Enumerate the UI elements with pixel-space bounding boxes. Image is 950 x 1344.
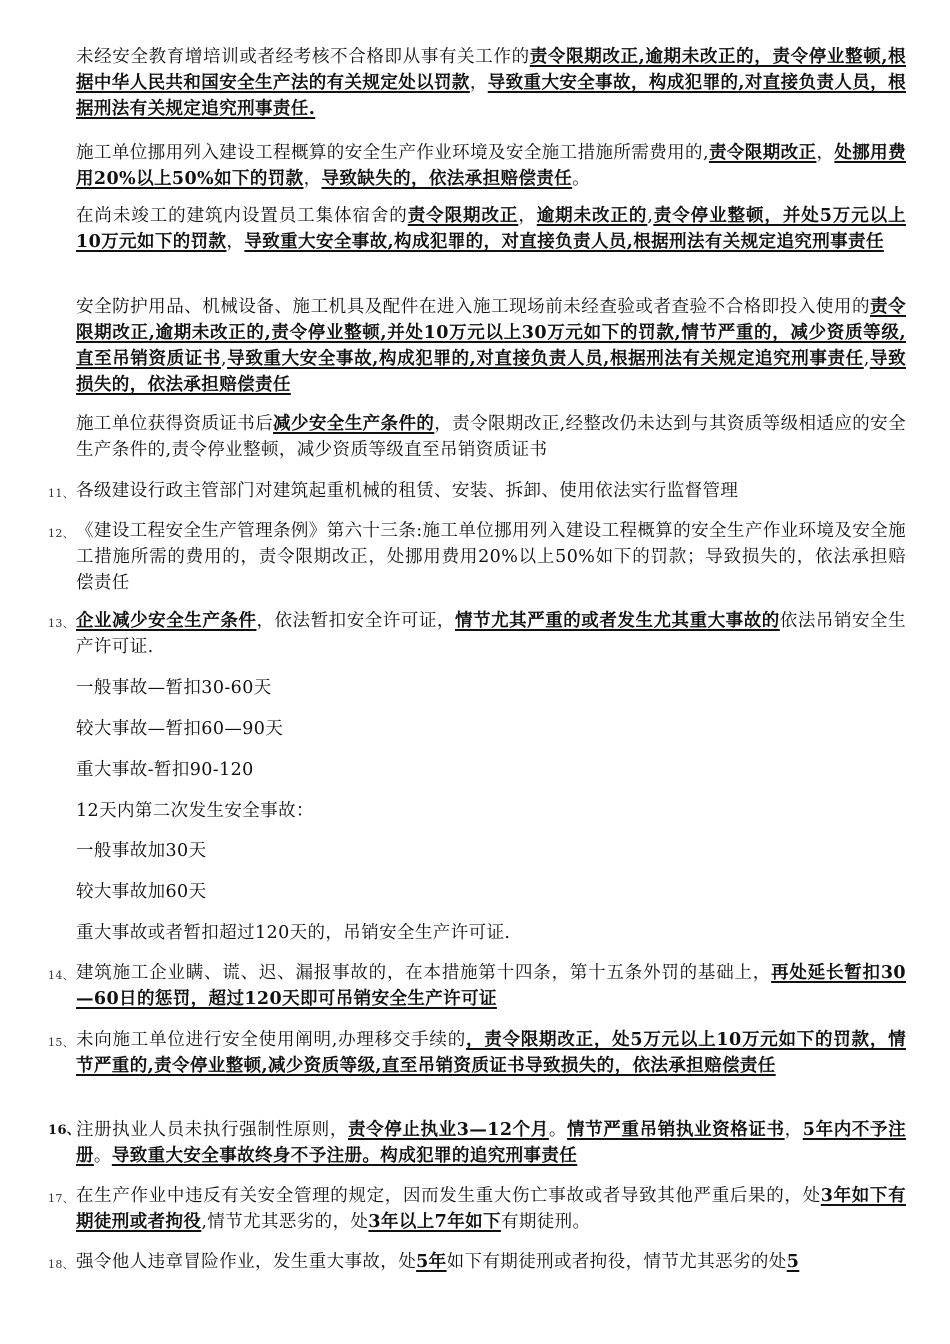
suspension-line: 较大事故—暂扣60—90天 [76,719,284,739]
item-number: 11、 [48,487,75,500]
emphasis-text: 逾期未改正的 [536,206,648,226]
list-item-11 [48,478,906,504]
list-item-17 [48,1183,906,1235]
suspension-line: 重大事故-暂扣90-120 [76,760,254,780]
list-item-15 [48,1027,906,1079]
emphasis-text: 责令限期改正,逾期未改正的,责令停业整顿,并处10万元以上30万元如下的罚款,情节严重的，减少资质等级,直至吊销资质证书 [76,297,906,369]
item-number: 14、 [48,969,75,982]
emphasis-text: 5年内不予注册 [76,1120,906,1166]
emphasis-text: ，责令限期改正，处5万元以上10万元如下的罚款，情节严重的,责令停业整顿,减少资质等级,直至吊销资质证书导致损失的，依法承担赔偿责任 [76,1030,906,1076]
paragraph-equipment-inspection [76,294,906,398]
item-number: 18、 [48,1258,75,1271]
emphasis-text: 导致缺失的，依法承担赔偿责任 [321,169,573,189]
plain-text: 强令他人违章冒险作业，发生重大事故，处 [76,1252,417,1272]
plain-text: 。 [548,1120,568,1140]
plain-text: 。 [572,169,590,189]
emphasis-text: 导致损失的，依法承担赔偿责任 [76,349,906,395]
item-text [76,1249,906,1275]
emphasis-text: 责令限期改正,逾期未改正的，责令停业整顿,根据中华人民共和国安全生产法的有关规定处以罚款 [76,47,907,93]
item-number: 13、 [48,617,75,630]
emphasis-text: 企业减少安全生产条件 [76,611,257,631]
item-text: 《建设工程安全生产管理条例》第六十三条:施工单位挪用列入建设工程概算的安全生产作业环境及安全施工措施所需的费用的，责令限期改正，处挪用费用20%以上50%如下的罚款；导致损失的，依法承担赔偿责任 [76,521,906,593]
plain-text: , [647,206,654,226]
plain-text: ， [816,143,835,163]
emphasis-text: 3年如下有期徒刑或者拘役 [76,1186,906,1232]
plain-text: , [221,349,227,369]
suspension-line: 一般事故—暂扣30-60天 [76,678,272,698]
emphasis-text: 再处延长暂扣30—60日的惩罚，超过120天即可吊销安全生产许可证 [76,963,906,1009]
list-item-13 [48,608,906,660]
plain-text: 未向施工单位进行安全使用阐明,办理移交手续的 [76,1030,466,1050]
item-text [76,1117,906,1169]
plain-text: ，依法暂扣安全许可证， [256,611,455,631]
emphasis-text: 责令停止执业3—12个月 [347,1120,549,1140]
emphasis-text: 责令限期改正 [407,206,519,226]
suspension-line: 重大事故或者暂扣超过120天的，吊销安全生产许可证. [76,923,511,943]
emphasis-text: 3年以上7年如下 [368,1212,501,1232]
plain-text: 在生产作业中违反有关安全管理的规定，因而发生重大伤亡事故或者导致其他严重后果的，处 [76,1186,821,1206]
list-item-16 [48,1117,906,1169]
plain-text: ， [469,73,488,93]
plain-text: 有期徒刑。 [500,1212,591,1232]
plain-text: 安全防护用品、机械设备、施工机具及配件在进入施工现场前未经查验或者查验不合格即投入使用的 [76,297,871,317]
emphasis-text: 导致重大安全事故，构成犯罪的,对直接负责人员，根据刑法有关规定追究刑事责任. [76,73,906,119]
emphasis-text: 导致重大安全事故终身不予注册。构成犯罪的追究刑事责任 [111,1146,578,1166]
plain-text: 注册执业人员未执行强制性原则， [76,1120,348,1140]
plain-text: 。 [93,1146,112,1166]
plain-text: ,情节尤其恶劣的，处 [201,1212,369,1232]
plain-text: ， [518,206,537,226]
plain-text: ， [226,232,245,252]
plain-text: 依法吊销安全生产许可证. [76,611,907,657]
item-text [76,1183,906,1235]
emphasis-text: 处挪用费用20%以上50%如下的罚款 [76,143,906,189]
plain-text: 建筑施工企业瞒、谎、迟、漏报事故的，在本措施第十四条，第十五条外罚的基础上， [76,963,772,983]
item-number: 12、 [48,527,75,540]
paragraph-misappropriated-funds [76,140,906,192]
item-number: 16、 [48,1123,81,1138]
plain-text: 施工单位挪用列入建设工程概算的安全生产作业环境及安全施工措施所需费用的, [76,143,709,163]
plain-text: , [863,349,870,369]
plain-text: 施工单位获得资质证书后 [76,414,274,434]
plain-text: 未经安全教育增培训或者经考核不合格即从事有关工作的 [76,47,530,67]
plain-text: 如下有期徒刑或者拘役，情节尤其恶劣的处 [446,1252,787,1272]
emphasis-text: 导致重大安全事故,构成犯罪的,对直接负责人员,根据刑法有关规定追究刑事责任 [227,349,864,369]
item-number: 17、 [48,1192,75,1205]
item-text [76,1027,906,1079]
plain-text: ， [784,1120,803,1140]
item-text [76,608,906,660]
emphasis-text: 情节严重吊销执业资格证书 [567,1120,785,1140]
suspension-line: 较大事故加60天 [76,882,207,902]
item-text: 各级建设行政主管部门对建筑起重机械的租赁、安装、拆卸、使用依法实行监督管理 [76,481,739,501]
emphasis-text: 责令限期改正 [708,143,817,163]
emphasis-text: 减少安全生产条件的 [273,414,435,434]
list-item-18 [48,1249,906,1275]
paragraph-dormitory [76,203,906,255]
plain-text: ， [303,169,322,189]
emphasis-text: 责令停业整顿，并处5万元以上10万元如下的罚款 [76,206,906,252]
emphasis-text: 5年 [416,1252,447,1272]
plain-text: ，责令限期改正,经整改仍未达到与其资质等级相适应的安全生产条件的,责令停业整顿，减少资质等级直至吊销资质证书 [76,414,906,460]
suspension-line: 一般事故加30天 [76,841,207,861]
suspension-line: 12天内第二次发生安全事故： [76,801,314,821]
emphasis-text: 5 [786,1252,800,1272]
plain-text: 在尚未竣工的建筑内设置员工集体宿舍的 [76,206,408,226]
item-number: 15、 [48,1036,75,1049]
item-text [76,960,906,1012]
list-item-12 [48,518,906,596]
emphasis-text: 导致重大安全事故,构成犯罪的，对直接负责人员,根据刑法有关规定追究刑事责任 [244,232,884,252]
paragraph-qualification-reduction [76,411,906,463]
emphasis-text: 情节尤其严重的或者发生尤其重大事故的 [454,611,780,631]
list-item-14 [48,960,906,1012]
paragraph-unqualified-training [76,44,906,122]
